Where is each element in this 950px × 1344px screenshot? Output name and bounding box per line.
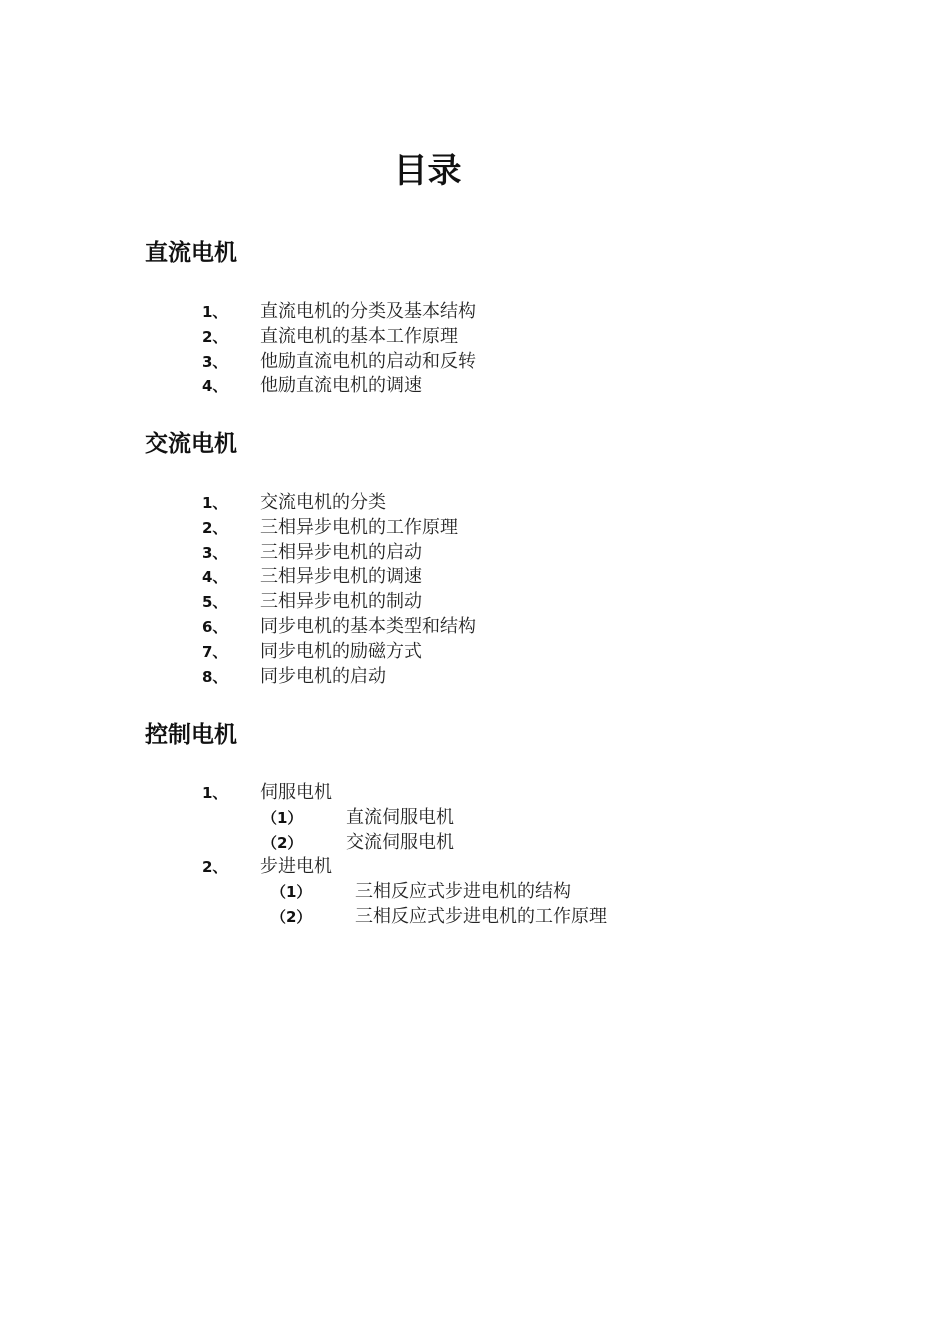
subitem-number: （1） <box>271 883 312 902</box>
item-number: 7、 <box>202 642 228 661</box>
page-title: 目录 <box>393 151 462 191</box>
toc-item[interactable] <box>145 565 845 590</box>
item-text: 伺服电机 <box>260 782 332 803</box>
toc-item[interactable] <box>145 374 845 399</box>
item-text: 他励直流电机的调速 <box>260 375 422 397</box>
toc-item[interactable] <box>145 491 845 516</box>
toc-subitem[interactable] <box>145 831 845 856</box>
toc-item[interactable] <box>145 590 845 615</box>
toc-list <box>145 300 845 399</box>
subitem-text: 交流伺服电机 <box>346 831 454 853</box>
item-number: 4、 <box>202 377 228 396</box>
section-ac-motor <box>145 427 845 689</box>
item-number: 8、 <box>202 667 228 686</box>
item-text: 交流电机的分类 <box>260 492 386 513</box>
toc-item[interactable] <box>145 350 845 375</box>
item-number: 2、 <box>202 518 228 537</box>
toc-item[interactable] <box>145 855 845 880</box>
item-text: 直流电机的分类及基本结构 <box>260 301 476 322</box>
item-number: 1、 <box>202 303 228 321</box>
toc-subitem[interactable] <box>145 905 845 930</box>
item-number: 1、 <box>202 784 228 802</box>
section-dc-motor <box>145 236 845 399</box>
item-number: 2、 <box>202 327 228 346</box>
toc-item[interactable] <box>145 615 845 640</box>
toc-subitem[interactable] <box>145 806 845 831</box>
section-heading: 交流电机 <box>145 431 237 457</box>
item-number: 2、 <box>202 858 228 877</box>
toc-item[interactable] <box>145 781 845 806</box>
toc-item[interactable] <box>145 325 845 350</box>
toc-subitem[interactable] <box>145 880 845 905</box>
toc-item[interactable] <box>145 300 845 325</box>
section-heading: 控制电机 <box>145 722 237 748</box>
item-text: 同步电机的励磁方式 <box>260 640 422 662</box>
item-text: 直流电机的基本工作原理 <box>260 325 458 347</box>
item-text: 同步电机的启动 <box>260 665 386 687</box>
toc-item[interactable] <box>145 541 845 566</box>
item-text: 三相异步电机的启动 <box>260 541 422 563</box>
item-number: 5、 <box>202 593 228 612</box>
item-number: 1、 <box>202 494 228 512</box>
subitem-number: （2） <box>271 907 312 926</box>
toc-list <box>145 491 845 689</box>
subitem-number: （1） <box>262 808 303 827</box>
item-number: 4、 <box>202 568 228 587</box>
section-control-motor <box>145 718 845 930</box>
toc-item[interactable] <box>145 516 845 541</box>
subitem-text: 三相反应式步进电机的工作原理 <box>355 905 607 927</box>
subitem-number: （2） <box>262 833 303 852</box>
item-number: 6、 <box>202 617 228 636</box>
item-text: 步进电机 <box>260 856 332 878</box>
item-text: 三相异步电机的调速 <box>260 566 422 588</box>
item-text: 同步电机的基本类型和结构 <box>260 615 476 637</box>
item-number: 3、 <box>202 543 228 562</box>
item-number: 3、 <box>202 352 228 371</box>
subitem-text: 直流伺服电机 <box>346 806 454 828</box>
toc-item[interactable] <box>145 640 845 665</box>
item-text: 他励直流电机的启动和反转 <box>260 350 476 372</box>
section-heading: 直流电机 <box>145 240 237 266</box>
toc-item[interactable] <box>145 665 845 690</box>
item-text: 三相异步电机的制动 <box>260 591 422 613</box>
item-text: 三相异步电机的工作原理 <box>260 516 458 538</box>
subitem-text: 三相反应式步进电机的结构 <box>355 881 571 903</box>
toc-list <box>145 781 845 930</box>
